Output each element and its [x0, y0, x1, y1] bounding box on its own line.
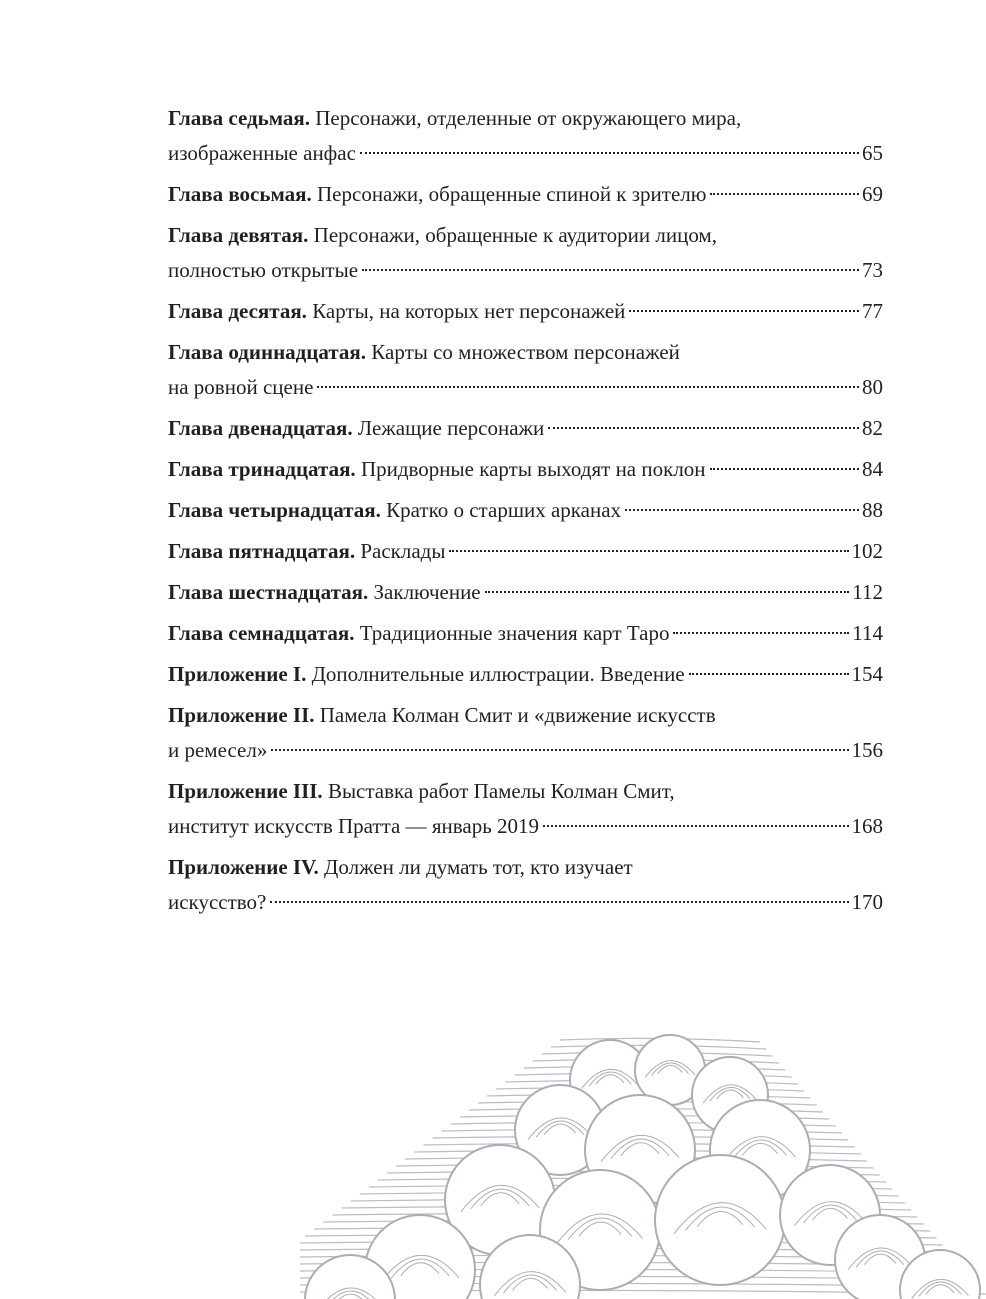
toc-entry-label: Глава восьмая.	[168, 182, 312, 206]
toc-entry-label: Глава пятнадцатая.	[168, 539, 356, 563]
dot-leader	[360, 152, 859, 154]
toc-entry-label: Глава четырнадцатая.	[168, 498, 381, 522]
toc-entry[interactable]	[168, 657, 883, 692]
toc-entry[interactable]	[168, 177, 883, 212]
toc-entry-label: Глава одиннадцатая.	[168, 340, 367, 364]
toc-entry[interactable]	[168, 493, 883, 528]
dot-leader	[271, 749, 848, 751]
toc-entry-line	[168, 136, 883, 171]
toc-entry-title: Персонажи, обращенные к аудитории лицом,	[313, 223, 717, 247]
dot-leader	[710, 468, 859, 470]
toc-entry-line	[168, 177, 883, 212]
dot-leader	[673, 632, 849, 634]
toc-entry-title: Карты, на которых нет персонажей	[312, 299, 626, 323]
toc-entry[interactable]	[168, 452, 883, 487]
toc-page-number: 82	[862, 416, 883, 440]
toc-entry-title: Лежащие персонажи	[357, 416, 545, 440]
toc-entry-title: Придворные карты выходят на поклон	[360, 457, 706, 481]
toc-page-number: 112	[852, 580, 883, 604]
toc-page-number: 73	[862, 258, 883, 282]
toc-entry-line	[168, 850, 883, 885]
toc-entry-line	[168, 452, 883, 487]
toc-entry-line	[168, 534, 883, 569]
toc-entry-line	[168, 101, 883, 136]
toc-page-number: 88	[862, 498, 883, 522]
toc-entry-title: Выставка работ Памелы Колман Смит,	[327, 779, 675, 803]
toc-entry-title: Кратко о старших арканах	[386, 498, 622, 522]
toc-entry-label: Глава седьмая.	[168, 106, 310, 130]
toc-entry[interactable]	[168, 698, 883, 768]
dot-leader	[625, 509, 859, 511]
toc-entry[interactable]	[168, 411, 883, 446]
toc-entry-line	[168, 616, 883, 651]
dot-leader	[543, 825, 848, 827]
toc-entry-label: Приложение II.	[168, 703, 315, 727]
toc-entry-label: Приложение III.	[168, 779, 323, 803]
toc-entry-label: Глава семнадцатая.	[168, 621, 355, 645]
toc-entry-title: Персонажи, обращенные спиной к зрителю	[317, 182, 707, 206]
toc-entry-label: Глава девятая.	[168, 223, 309, 247]
dot-leader	[485, 591, 850, 593]
dot-leader	[710, 193, 859, 195]
dot-leader	[629, 310, 859, 312]
toc-page-number: 102	[851, 539, 883, 563]
toc-entry[interactable]	[168, 294, 883, 329]
dot-leader	[362, 269, 859, 271]
dot-leader	[548, 427, 859, 429]
toc-entry-line	[168, 411, 883, 446]
dot-leader	[449, 550, 848, 552]
toc-entry-line	[168, 493, 883, 528]
table-of-contents	[168, 101, 883, 926]
toc-entry[interactable]	[168, 101, 883, 171]
toc-entry-label: Приложение IV.	[168, 855, 319, 879]
toc-entry-title: Должен ли думать тот, кто изучает	[324, 855, 633, 879]
toc-entry[interactable]	[168, 335, 883, 405]
toc-entry-line	[168, 335, 883, 370]
toc-entry-line	[168, 370, 883, 405]
toc-entry-title: Персонажи, отделенные от окружающего мира,	[315, 106, 742, 130]
toc-entry-label: Глава тринадцатая.	[168, 457, 356, 481]
toc-page-number: 77	[862, 299, 883, 323]
dot-leader	[689, 673, 849, 675]
toc-page-number: 170	[851, 890, 883, 914]
toc-entry[interactable]	[168, 774, 883, 844]
toc-entry-line	[168, 253, 883, 288]
toc-entry-line	[168, 809, 883, 844]
toc-entry-line	[168, 774, 883, 809]
toc-entry-title: и ремесел»	[168, 738, 268, 762]
toc-entry-title: Памела Колман Смит и «движение искусств	[319, 703, 716, 727]
cloud-engraving-icon	[0, 1000, 986, 1299]
toc-page-number: 156	[851, 738, 883, 762]
toc-entry[interactable]	[168, 534, 883, 569]
toc-entry-label: Глава десятая.	[168, 299, 307, 323]
toc-entry-title: изображенные анфас	[168, 141, 356, 165]
toc-entry[interactable]	[168, 575, 883, 610]
toc-page-number: 114	[852, 621, 883, 645]
toc-entry-label: Приложение I.	[168, 662, 307, 686]
toc-entry-line	[168, 698, 883, 733]
toc-page-number: 84	[862, 457, 883, 481]
toc-entry-line	[168, 294, 883, 329]
toc-entry-title: Традиционные значения карт Таро	[359, 621, 670, 645]
toc-entry-title: Дополнительные иллюстрации. Введение	[311, 662, 685, 686]
toc-entry[interactable]	[168, 850, 883, 920]
toc-entry-line	[168, 885, 883, 920]
dot-leader	[317, 386, 859, 388]
toc-page-number: 154	[851, 662, 883, 686]
toc-page-number: 69	[862, 182, 883, 206]
toc-page-number: 168	[851, 814, 883, 838]
toc-entry-line	[168, 733, 883, 768]
toc-entry-title: Заключение	[373, 580, 481, 604]
toc-entry[interactable]	[168, 616, 883, 651]
toc-entry-line	[168, 218, 883, 253]
toc-entry-title: искусство?	[168, 890, 267, 914]
toc-entry-label: Глава шестнадцатая.	[168, 580, 369, 604]
toc-entry-line	[168, 657, 883, 692]
toc-entry-title: Карты со множеством персонажей	[371, 340, 680, 364]
toc-entry-title: Расклады	[360, 539, 446, 563]
toc-entry-title: институт искусств Пратта — январь 2019	[168, 814, 540, 838]
toc-entry-label: Глава двенадцатая.	[168, 416, 353, 440]
toc-entry-line	[168, 575, 883, 610]
dot-leader	[270, 901, 848, 903]
toc-entry-title: на ровной сцене	[168, 375, 314, 399]
toc-page-number: 65	[862, 141, 883, 165]
toc-entry[interactable]	[168, 218, 883, 288]
toc-page-number: 80	[862, 375, 883, 399]
toc-entry-title: полностью открытые	[168, 258, 359, 282]
